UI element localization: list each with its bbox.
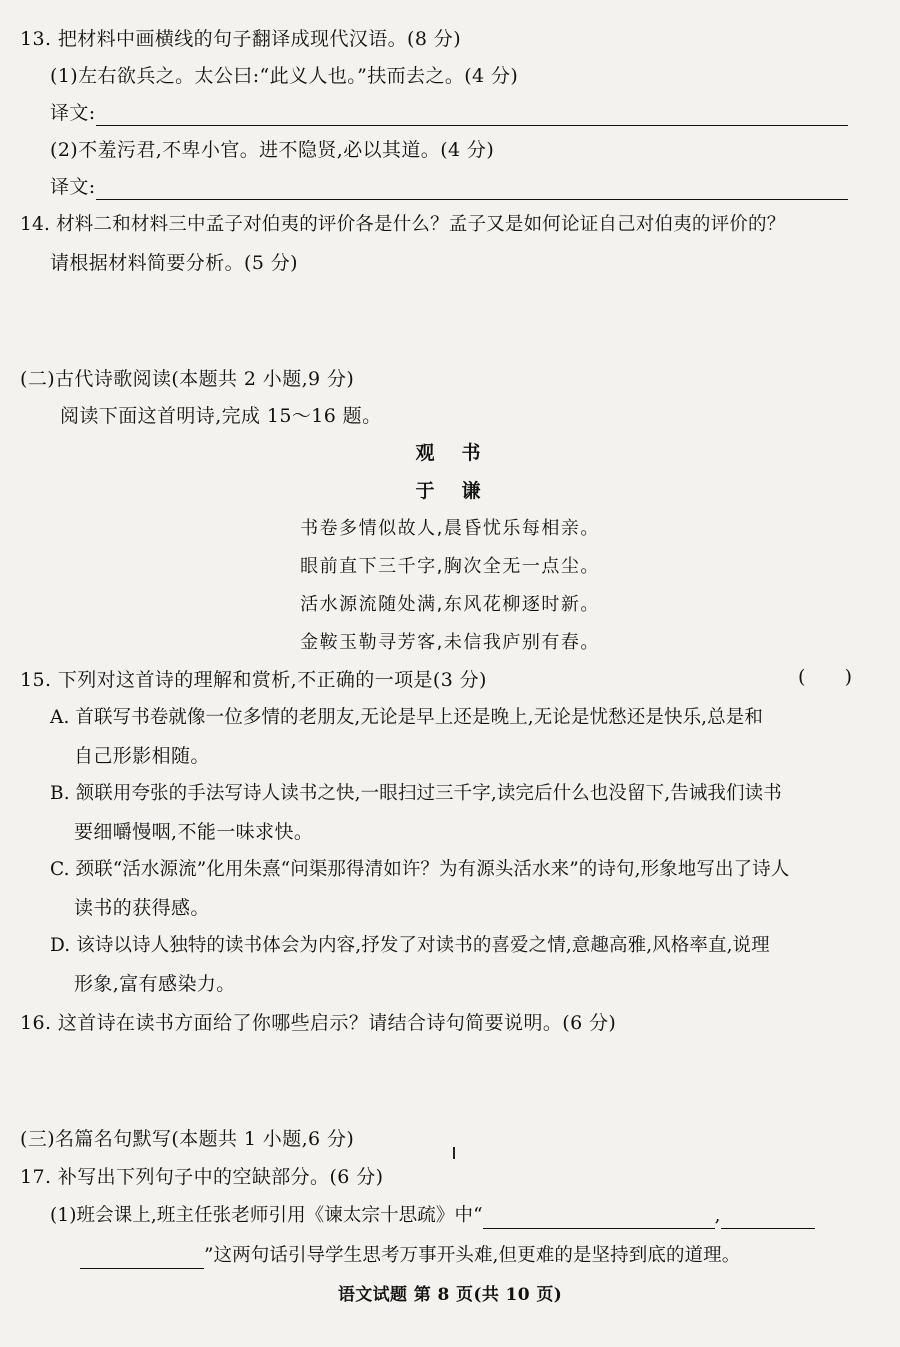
q13-answer2-row <box>50 174 848 200</box>
q15-option-c-cont: 读书的获得感。 <box>74 897 210 919</box>
q14-line1: 14. 材料二和材料三中孟子对伯夷的评价各是什么？孟子又是如何论证自己对伯夷的评价的？ <box>20 214 786 235</box>
q13-item2: (2)不羞污君,不卑小官。进不隐贤,必以其道。(4 分) <box>50 139 495 161</box>
q13-item1: (1)左右欲兵之。太公曰:“此义人也。”扶而去之。(4 分) <box>50 65 519 87</box>
fill-blank[interactable] <box>721 1208 815 1229</box>
poem-line: 金鞍玉勒寻芳客,未信我庐别有春。 <box>300 632 600 653</box>
answer-label: 译文: <box>50 102 96 124</box>
section2-intro: 阅读下面这首明诗,完成 15～16 题。 <box>60 405 382 427</box>
answer-label: 译文: <box>50 176 96 198</box>
poem-title: 观 书 <box>415 442 485 464</box>
poem-line: 活水源流随处满,东风花柳逐时新。 <box>300 594 600 615</box>
answer-line[interactable] <box>96 105 848 126</box>
answer-line[interactable] <box>96 179 848 200</box>
q17-item1-row <box>50 1203 815 1229</box>
q15-option-a: A. 首联写书卷就像一位多情的老朋友,无论是早上还是晚上,无论是忧愁还是快乐,总是和 <box>50 707 763 728</box>
q17-stem: 17. 补写出下列句子中的空缺部分。(6 分) <box>20 1166 384 1188</box>
scan-mark <box>453 1147 455 1159</box>
q17-item1-text: (1)班会课上,班主任张老师引用《谏太宗十思疏》中“ <box>50 1205 483 1226</box>
fill-blank[interactable] <box>80 1248 204 1269</box>
q15-option-b-cont: 要细嚼慢咽,不能一味求快。 <box>74 821 314 843</box>
q15-option-c: C. 颈联“活水源流”化用朱熹“问渠那得清如许？为有源头活水来”的诗句,形象地写出了诗人 <box>50 859 790 880</box>
section2-heading: (二)古代诗歌阅读(本题共 2 小题,9 分) <box>20 368 355 390</box>
comma: , <box>714 1205 721 1226</box>
poem-line: 眼前直下三千字,胸次全无一点尘。 <box>300 556 600 577</box>
q15-option-d: D. 该诗以诗人独特的读书体会为内容,抒发了对读书的喜爱之情,意趣高雅,风格率直,说理 <box>50 935 770 956</box>
q15-option-d-cont: 形象,富有感染力。 <box>74 973 236 995</box>
q13-stem: 13. 把材料中画横线的句子翻译成现代汉语。(8 分) <box>20 28 462 50</box>
q15-option-a-cont: 自己形影相随。 <box>74 745 210 767</box>
q15-stem: 15. 下列对这首诗的理解和赏析,不正确的一项是(3 分) <box>20 669 487 691</box>
q14-line2: 请根据材料简要分析。(5 分) <box>50 252 298 274</box>
fill-blank[interactable] <box>483 1208 715 1229</box>
q17-item1-row2 <box>80 1243 740 1269</box>
poem-author: 于 谦 <box>415 480 485 502</box>
q17-item1-text-cont: ”这两句话引导学生思考万事开头难,但更难的是坚持到底的道理。 <box>204 1245 741 1266</box>
page-footer: 语文试题 第 8 页(共 10 页) <box>337 1285 563 1305</box>
section3-heading: (三)名篇名句默写(本题共 1 小题,6 分) <box>20 1128 355 1150</box>
q15-option-b: B. 颔联用夸张的手法写诗人读书之快,一眼扫过三千字,读完后什么也没留下,告诫我们读书 <box>50 783 782 804</box>
q13-answer1-row <box>50 100 848 126</box>
answer-bracket[interactable]: ( ) <box>798 666 853 688</box>
poem-line: 书卷多情似故人,晨昏忧乐每相亲。 <box>300 518 600 539</box>
q16-stem: 16. 这首诗在读书方面给了你哪些启示？请结合诗句简要说明。(6 分) <box>20 1012 617 1034</box>
